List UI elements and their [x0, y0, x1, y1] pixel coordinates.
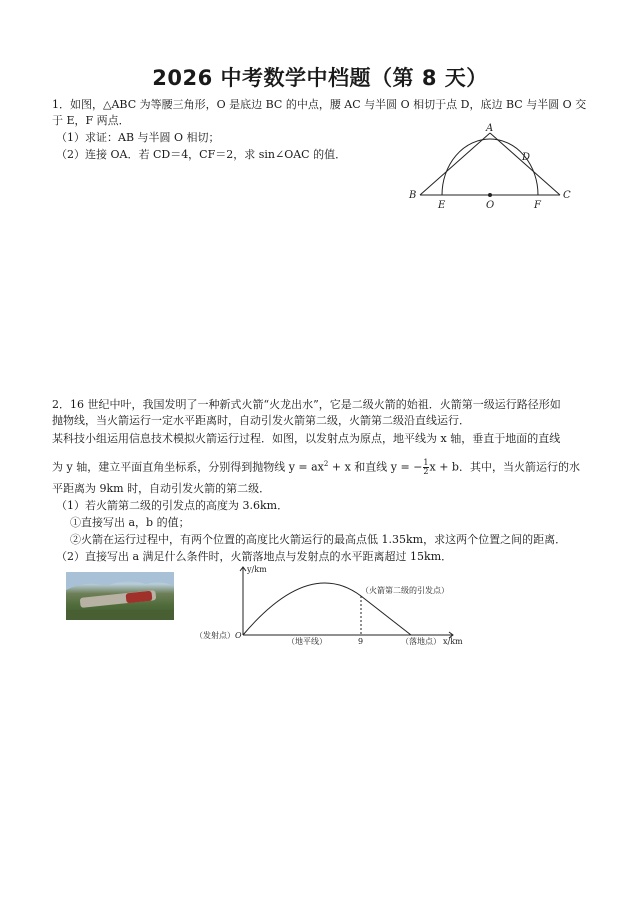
- photo-sky: [66, 572, 174, 590]
- problem2-line5: 平距离为 9km 时，自动引发火箭的第二级．: [52, 482, 271, 495]
- problem2-question1b: ②火箭在运行过程中，有两个位置的高度比火箭运行的最高点低 1.35km，求这两个位置之间的距离．: [70, 533, 567, 546]
- origin-label: O: [235, 631, 242, 640]
- line4-exponent: 2: [323, 460, 329, 468]
- x-axis-label: x/km: [443, 637, 463, 646]
- label-c: C: [563, 190, 571, 201]
- y-axis-label: y/km: [247, 565, 267, 574]
- problem1-line2: 于 E，F 两点．: [52, 114, 130, 127]
- fraction-one-half: [423, 459, 428, 476]
- point-o: [488, 193, 492, 197]
- parabola-path: [243, 583, 361, 635]
- semicircle-o: [442, 139, 538, 195]
- label-d: D: [522, 152, 531, 163]
- x-nine-label: 9: [358, 637, 364, 646]
- problem2-line3: 某科技小组运用信息技术模拟火箭运行过程．如图，以发射点为原点，地平线为 x 轴，垂直于地面的直线: [52, 432, 561, 445]
- problem2-question1: （1）若火箭第二级的引发点的高度为 3.6km．: [56, 499, 289, 512]
- segment-ab: [420, 133, 490, 195]
- problem2-line1: 2．16 世纪中叶，我国发明了一种新式火箭“火龙出水”，它是二级火箭的始祖．火箭第一级运行路径形如: [52, 398, 561, 411]
- line4-part-c: x + b．其中，当火箭运行的水: [429, 460, 580, 474]
- triangle-semicircle-figure: [405, 120, 580, 215]
- ground-label: （地平线）: [287, 637, 327, 646]
- line4-part-b: + x 和直线 y = −: [328, 460, 423, 474]
- label-a: A: [486, 123, 494, 134]
- photo-ground: [66, 610, 174, 620]
- rocket-trajectory-graph: [195, 563, 480, 648]
- problem1-line1: 1．如图，△ABC 为等腰三角形，O 是底边 BC 的中点，腰 AC 与半圆 O 相切于点 D，底边 BC 与半圆 O 交: [52, 98, 587, 111]
- dragon-head: [126, 591, 153, 604]
- label-f: F: [534, 200, 541, 211]
- problem2-line4: [52, 457, 580, 476]
- segment-ac: [490, 133, 560, 195]
- fraction-denominator: 2: [423, 467, 429, 477]
- second-stage-line: [361, 596, 411, 635]
- rocket-photo: [66, 572, 174, 620]
- page-title: 2026 中考数学中档题（第 8 天）: [152, 66, 488, 90]
- launch-point-label: （发射点）: [195, 631, 235, 640]
- line4-part-a: 为 y 轴，建立平面直角坐标系，分别得到抛物线 y = ax: [52, 460, 324, 474]
- label-b: B: [409, 190, 417, 201]
- problem2-line2: 抛物线，当火箭运行一定水平距离时，自动引发火箭第二级，火箭第二级沿直线运行．: [52, 414, 470, 427]
- label-o: O: [486, 200, 495, 211]
- problem2-question1a: ①直接写出 a，b 的值；: [70, 516, 190, 529]
- landing-point-label: （落地点）: [401, 637, 441, 646]
- label-e: E: [438, 200, 446, 211]
- problem1-question1: （1）求证：AB 与半圆 O 相切；: [56, 131, 220, 144]
- trigger-point-label: （火箭第二级的引发点）: [361, 586, 449, 595]
- fraction-numerator: 1: [423, 458, 429, 468]
- problem2-question2: （2）直接写出 a 满足什么条件时，火箭落地点与发射点的水平距离超过 15km．: [56, 550, 453, 563]
- problem1-question2: （2）连接 OA．若 CD＝4，CF＝2，求 sin∠OAC 的值．: [56, 148, 347, 161]
- rocket-photo-drawing: [66, 572, 174, 620]
